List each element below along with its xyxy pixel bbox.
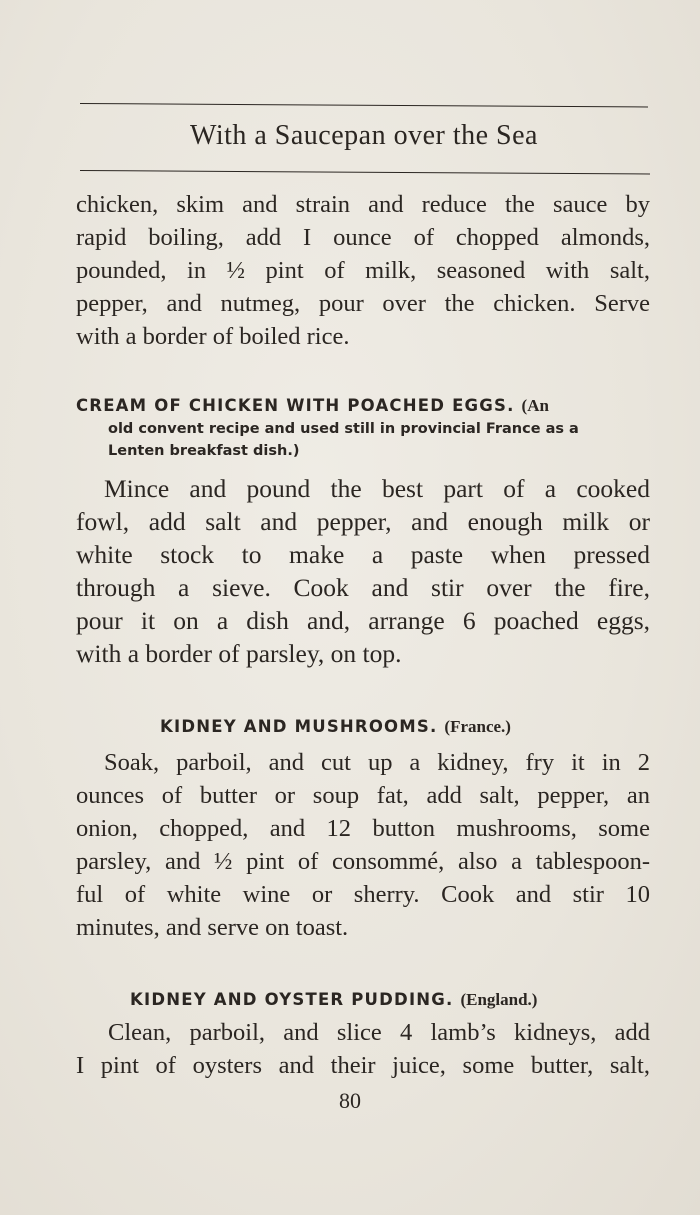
note-line: old convent recipe and used still in provincial France as a <box>108 421 579 437</box>
recipe-body-kidney-and-oyster-pudding <box>76 1016 650 1082</box>
recipe-note <box>108 418 650 462</box>
recipe-origin-note: (England.) <box>460 990 538 1009</box>
recipe-title-cream-of-chicken <box>76 396 549 416</box>
recipe-body-cream-of-chicken <box>76 472 650 670</box>
text-line: rapid boiling, add I ounce of chopped almonds, <box>76 224 650 251</box>
text-line: chicken, skim and strain and reduce the sauce by <box>76 191 650 218</box>
recipe-title-text: CREAM OF CHICKEN WITH POACHED EGGS. <box>76 396 515 415</box>
text-line: pour it on a dish and, arrange 6 poached eggs, <box>76 606 650 635</box>
recipe-title-kidney-and-mushrooms <box>160 717 511 737</box>
text-line: Soak, parboil, and cut up a kidney, fry it in 2 <box>104 749 650 776</box>
recipe-origin-note: (France.) <box>444 717 511 736</box>
text-line: with a border of parsley, on top. <box>76 639 402 668</box>
text-line: pounded, in ½ pint of milk, seasoned with salt, <box>76 257 650 284</box>
text-line: with a border of boiled rice. <box>76 323 350 350</box>
text-line: onion, chopped, and 12 button mushrooms, some <box>76 815 650 842</box>
text-line: ful of white wine or sherry. Cook and stir 10 <box>76 881 650 908</box>
text-line: pepper, and nutmeg, pour over the chicken. Serve <box>76 290 650 317</box>
continued-paragraph <box>76 188 650 353</box>
text-line: minutes, and serve on toast. <box>76 914 349 941</box>
header-bottom-rule <box>80 170 650 174</box>
text-line: ounces of butter or soup fat, add salt, pepper, an <box>76 782 650 809</box>
recipe-title-kidney-and-oyster-pudding <box>130 990 537 1010</box>
text-line: I pint of oysters and their juice, some butter, salt, <box>76 1052 650 1079</box>
recipe-origin-note: (An <box>521 396 549 415</box>
running-head: With a Saucepan over the Sea <box>190 120 538 151</box>
text-line: Clean, parboil, and slice 4 lamb’s kidneys, add <box>108 1019 650 1046</box>
text-line: parsley, and ½ pint of consommé, also a tablespoon- <box>76 848 650 875</box>
recipe-body-kidney-and-mushrooms <box>76 746 650 944</box>
text-line: Mince and pound the best part of a cooked <box>104 474 650 503</box>
recipe-title-text: KIDNEY AND OYSTER PUDDING. <box>130 990 454 1009</box>
header-top-rule <box>80 103 648 107</box>
text-line: through a sieve. Cook and stir over the fire, <box>76 573 650 602</box>
text-line: fowl, add salt and pepper, and enough milk or <box>76 507 650 536</box>
recipe-title-text: KIDNEY AND MUSHROOMS. <box>160 717 438 736</box>
text-line: white stock to make a paste when pressed <box>76 540 650 569</box>
page-number: 80 <box>339 1088 361 1113</box>
note-line: Lenten breakfast dish.) <box>108 443 300 459</box>
